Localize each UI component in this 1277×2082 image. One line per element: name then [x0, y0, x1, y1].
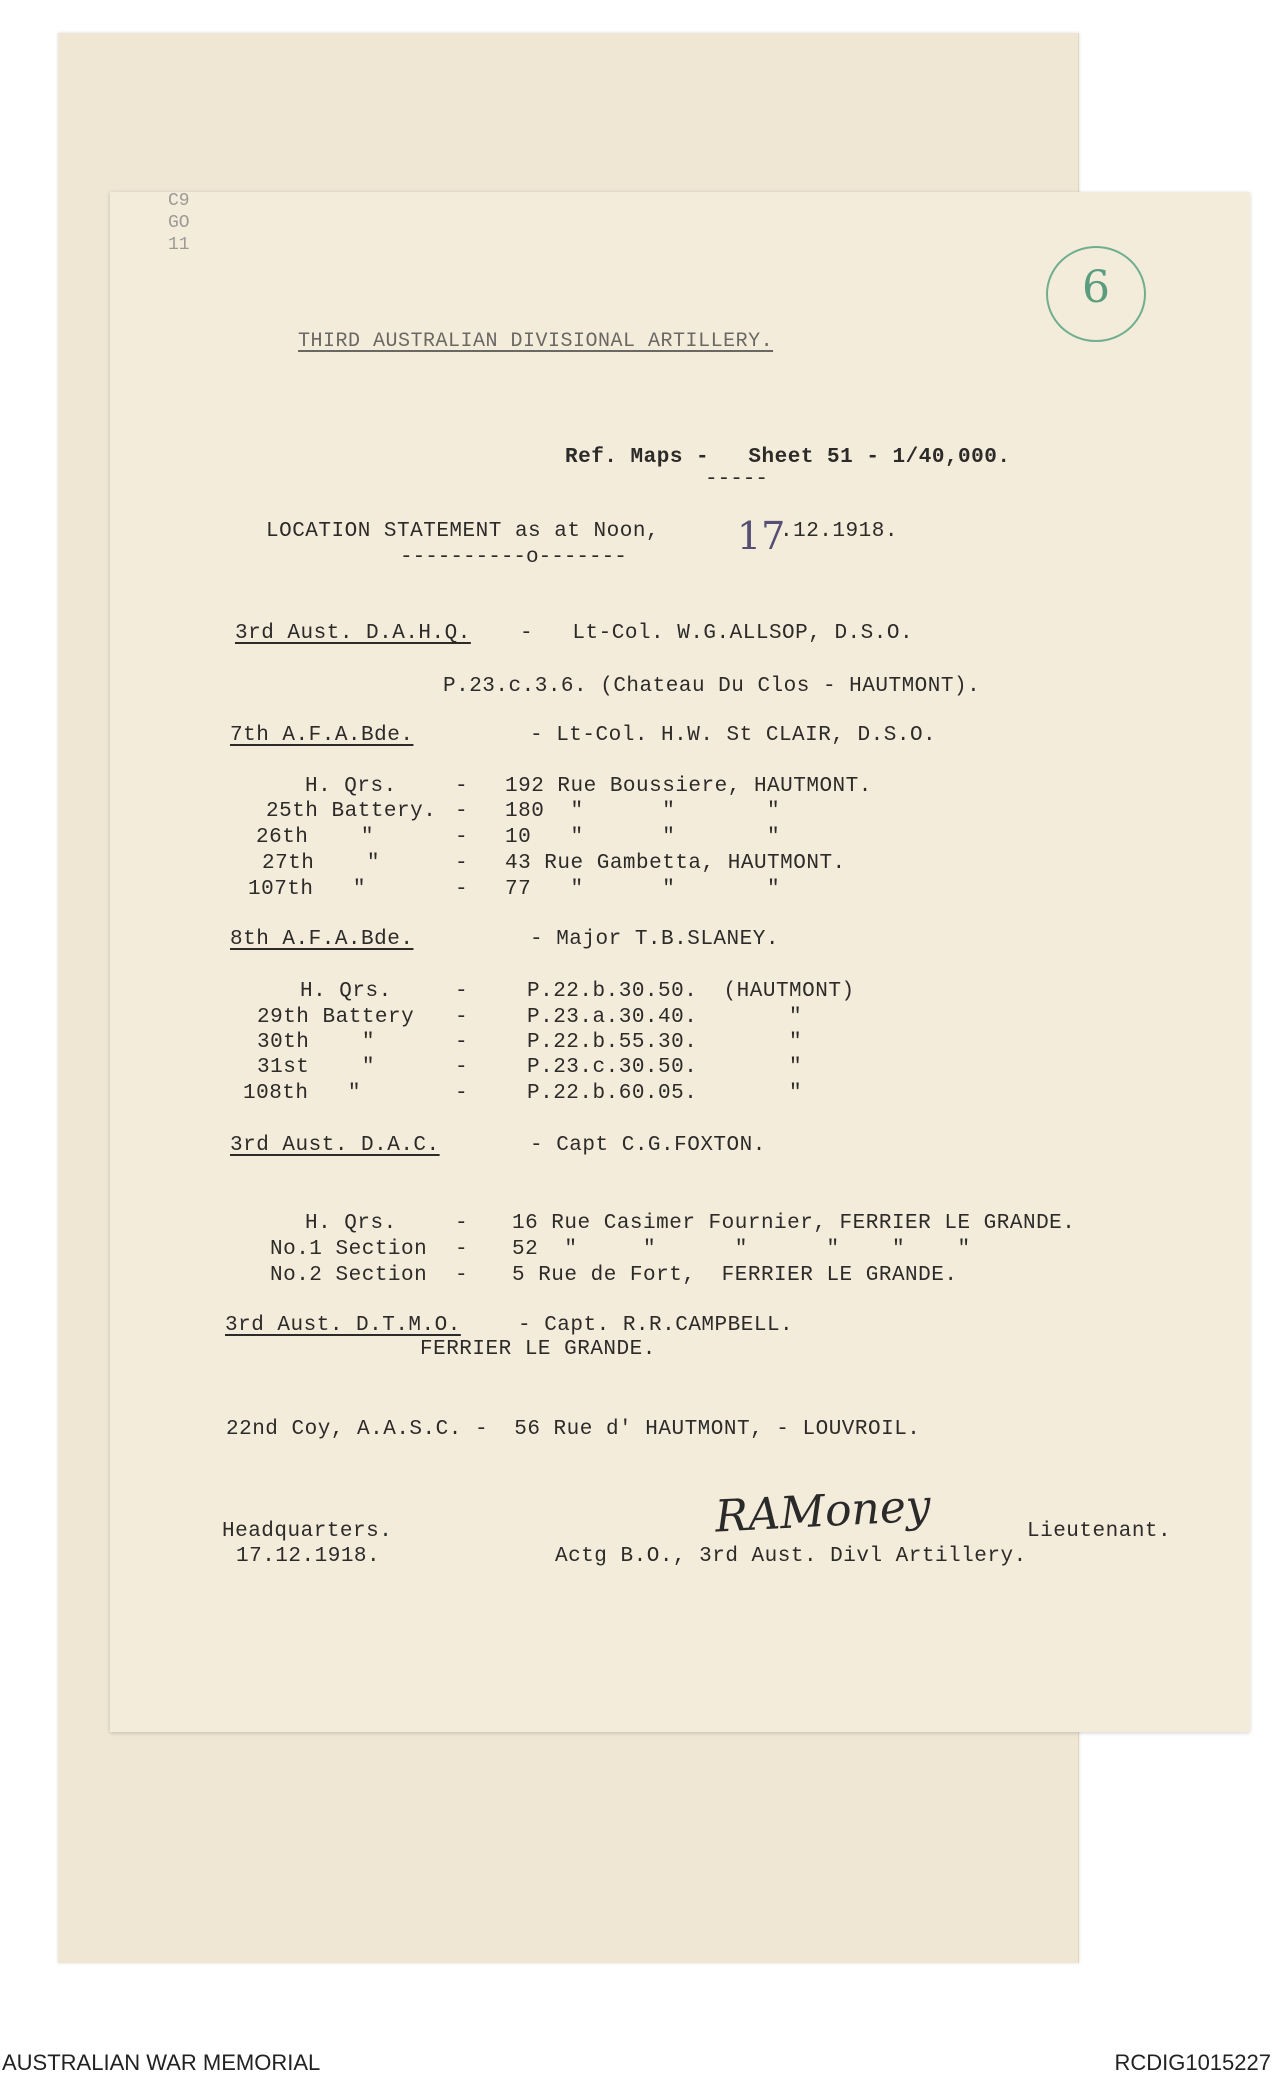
- unit-location: 77 " " ": [505, 878, 781, 901]
- unit-name: 26th ": [256, 826, 374, 849]
- section-detail-7th-bde: - Lt-Col. H.W. St CLAIR, D.S.O.: [530, 724, 937, 747]
- map-reference-rule: -----: [705, 468, 769, 491]
- section-sub-dahq: P.23.c.3.6. (Chateau Du Clos - HAUTMONT).: [443, 675, 981, 698]
- unit-location: 192 Rue Boussiere, HAUTMONT.: [505, 775, 872, 798]
- asc-line: 22nd Coy, A.A.S.C. - 56 Rue d' HAUTMONT, - LOUVROIL.: [226, 1418, 921, 1441]
- unit-sep: -: [455, 1238, 469, 1261]
- unit-location: P.22.b.55.30. ": [527, 1031, 803, 1054]
- unit-location: 5 Rue de Fort, FERRIER LE GRANDE.: [512, 1264, 958, 1287]
- folio-number-circle: [1046, 246, 1146, 342]
- location-statement-label: LOCATION STATEMENT as at Noon,: [266, 520, 660, 543]
- unit-sep: -: [455, 1056, 469, 1079]
- unit-sep: -: [455, 852, 469, 875]
- statement-rule: ----------o-------: [400, 546, 627, 569]
- closing-rank: Lieutenant.: [1027, 1520, 1172, 1543]
- unit-location: P.22.b.60.05. ": [527, 1082, 803, 1105]
- unit-location: 43 Rue Gambetta, HAUTMONT.: [505, 852, 846, 875]
- unit-name: H. Qrs.: [305, 775, 397, 798]
- unit-location: 180 " " ": [505, 800, 781, 823]
- document-heading: THIRD AUSTRALIAN DIVISIONAL ARTILLERY.: [298, 330, 774, 353]
- unit-sep: -: [455, 878, 469, 901]
- statement-date-suffix: .12.1918.: [780, 520, 898, 543]
- section-detail-8th-bde: - Major T.B.SLANEY.: [530, 928, 779, 951]
- unit-location: P.22.b.30.50. (HAUTMONT): [527, 980, 855, 1003]
- unit-sep: -: [455, 1082, 469, 1105]
- unit-sep: -: [455, 775, 469, 798]
- unit-name: 108th ": [243, 1082, 361, 1105]
- unit-name: 27th ": [262, 852, 380, 875]
- section-detail-dtmo: - Capt. R.R.CAMPBELL.: [518, 1314, 794, 1337]
- unit-location: P.23.a.30.40. ": [527, 1006, 803, 1029]
- margin-marks: C9 GO 11: [168, 191, 190, 255]
- unit-sep: -: [455, 800, 469, 823]
- unit-name: 107th ": [248, 878, 366, 901]
- footer-institution: AUSTRALIAN WAR MEMORIAL: [2, 2050, 321, 2075]
- section-heading-8th-bde: 8th A.F.A.Bde.: [230, 928, 414, 951]
- section-heading-dahq: 3rd Aust. D.A.H.Q.: [235, 622, 471, 645]
- section-heading-dac: 3rd Aust. D.A.C.: [230, 1134, 440, 1157]
- unit-sep: -: [455, 980, 469, 1003]
- unit-sep: -: [455, 1031, 469, 1054]
- unit-name: 29th Battery: [257, 1006, 415, 1029]
- unit-location: P.23.c.30.50. ": [527, 1056, 803, 1079]
- folio-number: 6: [1082, 262, 1110, 313]
- unit-name: 30th ": [257, 1031, 375, 1054]
- map-reference: Ref. Maps - Sheet 51 - 1/40,000.: [565, 446, 1011, 469]
- section-heading-dtmo: 3rd Aust. D.T.M.O.: [225, 1314, 461, 1337]
- closing-date: 17.12.1918.: [236, 1545, 381, 1568]
- document-sheet: [110, 192, 1250, 1732]
- unit-name: No.1 Section: [270, 1238, 428, 1261]
- unit-sep: -: [455, 1264, 469, 1287]
- closing-headquarters: Headquarters.: [222, 1520, 393, 1543]
- footer-record-id: RCDIG1015227: [1114, 2050, 1271, 2075]
- unit-name: H. Qrs.: [300, 980, 392, 1003]
- unit-name: 31st ": [257, 1056, 375, 1079]
- unit-name: No.2 Section: [270, 1264, 428, 1287]
- unit-sep: -: [455, 826, 469, 849]
- unit-name: 25th Battery.: [266, 800, 437, 823]
- closing-role: Actg B.O., 3rd Aust. Divl Artillery.: [555, 1545, 1027, 1568]
- section-detail-dac: - Capt C.G.FOXTON.: [530, 1134, 766, 1157]
- unit-name: H. Qrs.: [305, 1212, 397, 1235]
- section-detail-dahq: - Lt-Col. W.G.ALLSOP, D.S.O.: [520, 622, 914, 645]
- handwritten-day: 17: [737, 514, 786, 558]
- unit-location: 52 " " " " " ": [512, 1238, 971, 1261]
- unit-sep: -: [455, 1212, 469, 1235]
- unit-location: 16 Rue Casimer Fournier, FERRIER LE GRANDE.: [512, 1212, 1076, 1235]
- unit-location: 10 " " ": [505, 826, 781, 849]
- unit-sep: -: [455, 1006, 469, 1029]
- section-sub-dtmo: FERRIER LE GRANDE.: [420, 1338, 656, 1361]
- section-heading-7th-bde: 7th A.F.A.Bde.: [230, 724, 414, 747]
- signature: RAMoney: [713, 1480, 932, 1543]
